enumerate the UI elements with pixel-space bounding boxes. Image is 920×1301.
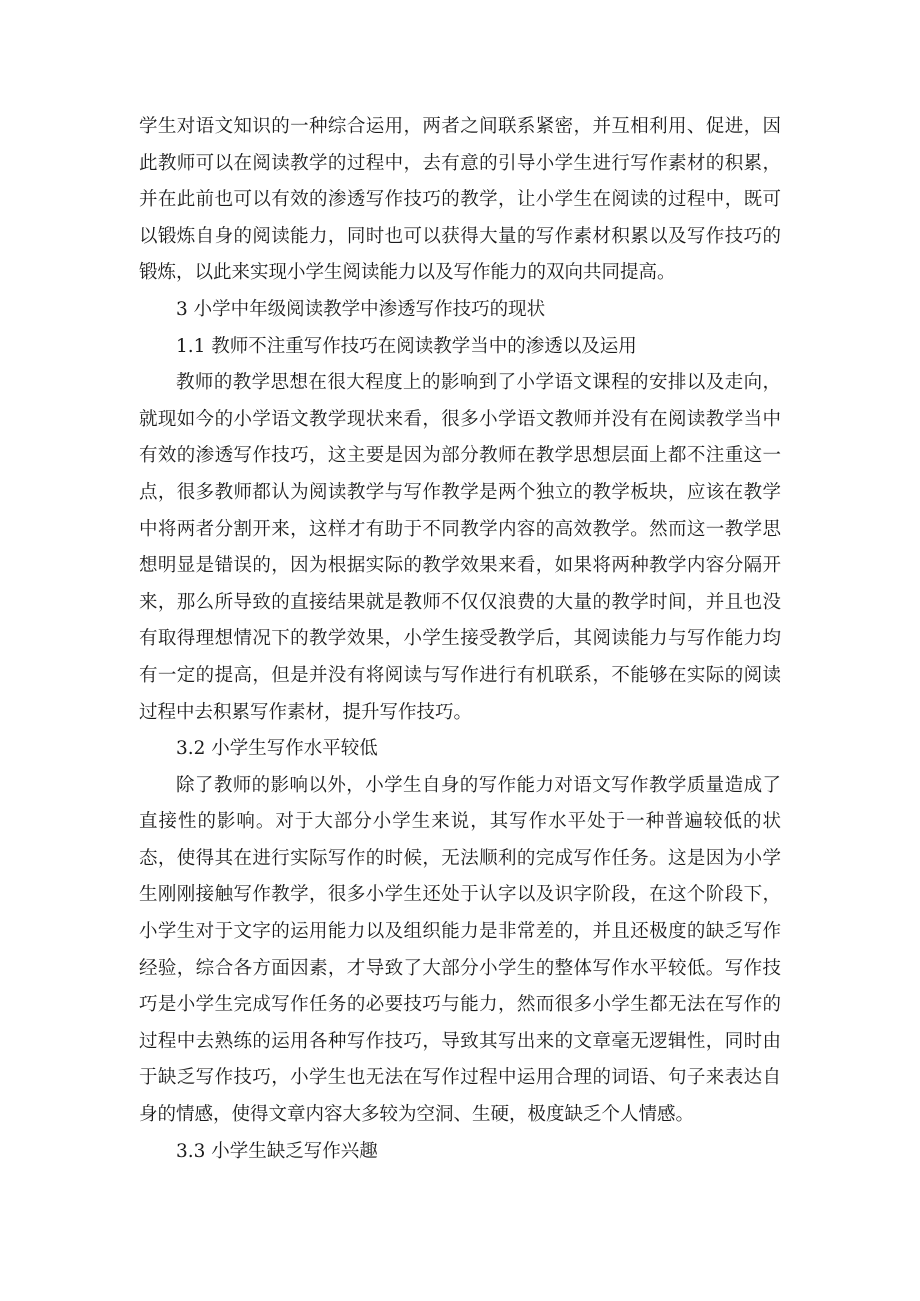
subsection-heading-3-2: 3.2 小学生写作水平较低 <box>176 738 378 760</box>
subsection-heading-1-1: 1.1 教师不注重写作技巧在阅读教学当中的渗透以及运用 <box>176 335 637 357</box>
paragraph-continuation: 学生对语文知识的一种综合运用，两者之间联系紧密，并互相利用、促进，因此教师可以在阅读教学的过程中，去有意的引导小学生进行写作素材的积累，并在此前也可以有效的渗透写作技巧的教学，让小学生在阅读的过程中，既可以锻炼自身的阅读能力，同时也可以获得大量的写作素材积累以及写作技巧的锻炼，以此来实现小学生阅读能力以及写作能力的双向共同提高。 <box>139 116 781 284</box>
paragraph-teacher-influence: 教师的教学思想在很大程度上的影响到了小学语文课程的安排以及走向，就现如今的小学语文教学现状来看，很多小学语文教师并没有在阅读教学当中有效的渗透写作技巧，这主要是因为部分教师在教学思想层面上都不注重这一点，很多教师都认为阅读教学与写作教学是两个独立的教学板块，应该在教学中将两者分割开来，这样才有助于不同教学内容的高效教学。然而这一教学思想明显是错误的，因为根据实际的教学效果来看，如果将两种教学内容分隔开来，那么所导致的直接结果就是教师不仅仅浪费的大量的教学时间，并且也没有取得理想情况下的教学效果，小学生接受教学后，其阅读能力与写作能力均有一定的提高，但是并没有将阅读与写作进行有机联系，不能够在实际的阅读过程中去积累写作素材，提升写作技巧。 <box>139 372 781 723</box>
paragraph-writing-level: 除了教师的影响以外，小学生自身的写作能力对语文写作教学质量造成了直接性的影响。对于大部分小学生来说，其写作水平处于一种普遍较低的状态，使得其在进行实际写作的时候，无法顺利的完成写作任务。这是因为小学生刚刚接触写作教学，很多小学生还处于认字以及识字阶段，在这个阶段下，小学生对于文字的运用能力以及组织能力是非常差的，并且还极度的缺乏写作经验，综合各方面因素，才导致了大部分小学生的整体写作水平较低。写作技巧是小学生完成写作任务的必要技巧与能力，然而很多小学生都无法在写作的过程中去熟练的运用各种写作技巧，导致其写出来的文章毫无逻辑性，同时由于缺乏写作技巧，小学生也无法在写作过程中运用合理的词语、句子来表达自身的情感，使得文章内容大多较为空洞、生硬，极度缺乏个人情感。 <box>139 774 781 1126</box>
section-heading-3: 3 小学中年级阅读教学中渗透写作技巧的现状 <box>176 298 546 320</box>
subsection-heading-3-3: 3.3 小学生缺乏写作兴趣 <box>176 1140 378 1162</box>
document-page <box>139 109 781 1170</box>
